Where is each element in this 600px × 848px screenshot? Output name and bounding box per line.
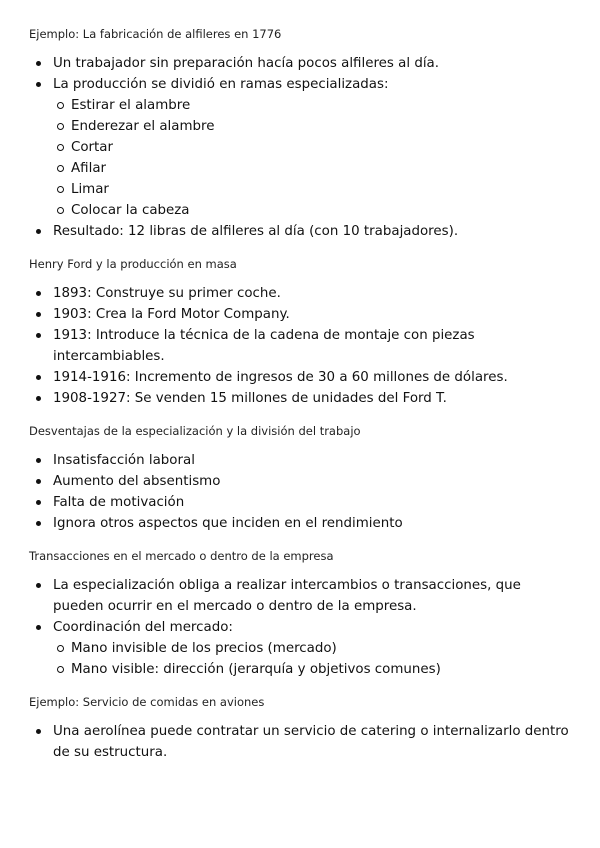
circle-bullet-icon bbox=[57, 165, 64, 172]
list-item-text: 1914-1916: Incremento de ingresos de 30 a 60 millones de dólares. bbox=[53, 370, 508, 385]
circle-bullet-icon bbox=[57, 666, 64, 673]
bullet-icon bbox=[36, 521, 41, 526]
section-heading: Ejemplo: La fabricación de alfileres en 1776 bbox=[29, 27, 282, 41]
section-henry-ford bbox=[29, 256, 574, 409]
bullet-icon bbox=[36, 312, 41, 317]
sub-list bbox=[53, 638, 574, 680]
list-item-text: 1903: Crea la Ford Motor Company. bbox=[53, 307, 290, 322]
sub-list-item bbox=[53, 638, 574, 659]
list-item bbox=[29, 721, 574, 763]
sub-list-item bbox=[53, 158, 574, 179]
list-item bbox=[29, 513, 574, 534]
list-item bbox=[29, 325, 574, 367]
list-item-text: La producción se dividió en ramas especializadas: bbox=[53, 77, 389, 92]
list-item-text: Resultado: 12 libras de alfileres al día (con 10 trabajadores). bbox=[53, 224, 459, 239]
list-item bbox=[29, 492, 574, 513]
section-heading: Desventajas de la especialización y la división del trabajo bbox=[29, 424, 361, 438]
list-item-text: 1908-1927: Se venden 15 millones de unidades del Ford T. bbox=[53, 391, 447, 406]
sub-list bbox=[53, 95, 574, 221]
list-item-text: La especialización obliga a realizar intercambios o transacciones, que pueden ocurrir en el mercado o dentro de la empresa. bbox=[53, 578, 521, 614]
sub-list-item bbox=[53, 200, 574, 221]
sub-item-text: Colocar la cabeza bbox=[71, 203, 190, 218]
sub-item-text: Enderezar el alambre bbox=[71, 119, 215, 134]
sub-list-item bbox=[53, 116, 574, 137]
sub-item-text: Limar bbox=[71, 182, 109, 197]
list-item bbox=[29, 617, 574, 680]
bullet-list bbox=[29, 575, 574, 680]
list-item bbox=[29, 221, 574, 242]
bullet-icon bbox=[36, 291, 41, 296]
bullet-icon bbox=[36, 729, 41, 734]
circle-bullet-icon bbox=[57, 144, 64, 151]
list-item bbox=[29, 575, 574, 617]
sub-item-text: Cortar bbox=[71, 140, 114, 155]
list-item-text: Aumento del absentismo bbox=[53, 474, 221, 489]
section-comidas-aviones bbox=[29, 694, 574, 763]
list-item bbox=[29, 388, 574, 409]
list-item bbox=[29, 450, 574, 471]
list-item bbox=[29, 304, 574, 325]
bullet-list bbox=[29, 721, 574, 763]
sub-list-item bbox=[53, 659, 574, 680]
list-item bbox=[29, 471, 574, 492]
bullet-icon bbox=[36, 61, 41, 66]
bullet-icon bbox=[36, 229, 41, 234]
circle-bullet-icon bbox=[57, 102, 64, 109]
sub-item-text: Afilar bbox=[71, 161, 107, 176]
list-item bbox=[29, 283, 574, 304]
sub-item-text: Mano visible: dirección (jerarquía y objetivos comunes) bbox=[71, 662, 441, 677]
bullet-icon bbox=[36, 396, 41, 401]
sub-item-text: Estirar el alambre bbox=[71, 98, 191, 113]
bullet-icon bbox=[36, 375, 41, 380]
bullet-list bbox=[29, 450, 574, 534]
bullet-list bbox=[29, 283, 574, 409]
section-heading: Transacciones en el mercado o dentro de la empresa bbox=[29, 549, 334, 563]
list-item bbox=[29, 53, 574, 74]
list-item-text: 1893: Construye su primer coche. bbox=[53, 286, 281, 301]
bullet-icon bbox=[36, 625, 41, 630]
section-transacciones bbox=[29, 548, 574, 680]
section-desventajas bbox=[29, 423, 574, 534]
circle-bullet-icon bbox=[57, 645, 64, 652]
list-item-text: Insatisfacción laboral bbox=[53, 453, 195, 468]
circle-bullet-icon bbox=[57, 123, 64, 130]
bullet-icon bbox=[36, 500, 41, 505]
list-item-text: Un trabajador sin preparación hacía pocos alfileres al día. bbox=[53, 56, 440, 71]
list-item-text: Una aerolínea puede contratar un servicio de catering o internalizarlo dentro de su estructura. bbox=[53, 724, 569, 760]
section-heading: Henry Ford y la producción en masa bbox=[29, 257, 237, 271]
section-heading: Ejemplo: Servicio de comidas en aviones bbox=[29, 695, 265, 709]
sub-list-item bbox=[53, 137, 574, 158]
list-item bbox=[29, 74, 574, 221]
sub-item-text: Mano invisible de los precios (mercado) bbox=[71, 641, 337, 656]
sub-list-item bbox=[53, 179, 574, 200]
bullet-icon bbox=[36, 82, 41, 87]
section-alfileres bbox=[29, 26, 574, 242]
circle-bullet-icon bbox=[57, 207, 64, 214]
list-item-text: 1913: Introduce la técnica de la cadena de montaje con piezas intercambiables. bbox=[53, 328, 475, 364]
sub-list-item bbox=[53, 95, 574, 116]
bullet-icon bbox=[36, 333, 41, 338]
bullet-icon bbox=[36, 479, 41, 484]
list-item bbox=[29, 367, 574, 388]
bullet-list bbox=[29, 53, 574, 242]
bullet-icon bbox=[36, 583, 41, 588]
circle-bullet-icon bbox=[57, 186, 64, 193]
list-item-text: Falta de motivación bbox=[53, 495, 185, 510]
list-item-text: Coordinación del mercado: bbox=[53, 620, 233, 635]
list-item-text: Ignora otros aspectos que inciden en el rendimiento bbox=[53, 516, 403, 531]
bullet-icon bbox=[36, 458, 41, 463]
document-page bbox=[29, 26, 574, 763]
